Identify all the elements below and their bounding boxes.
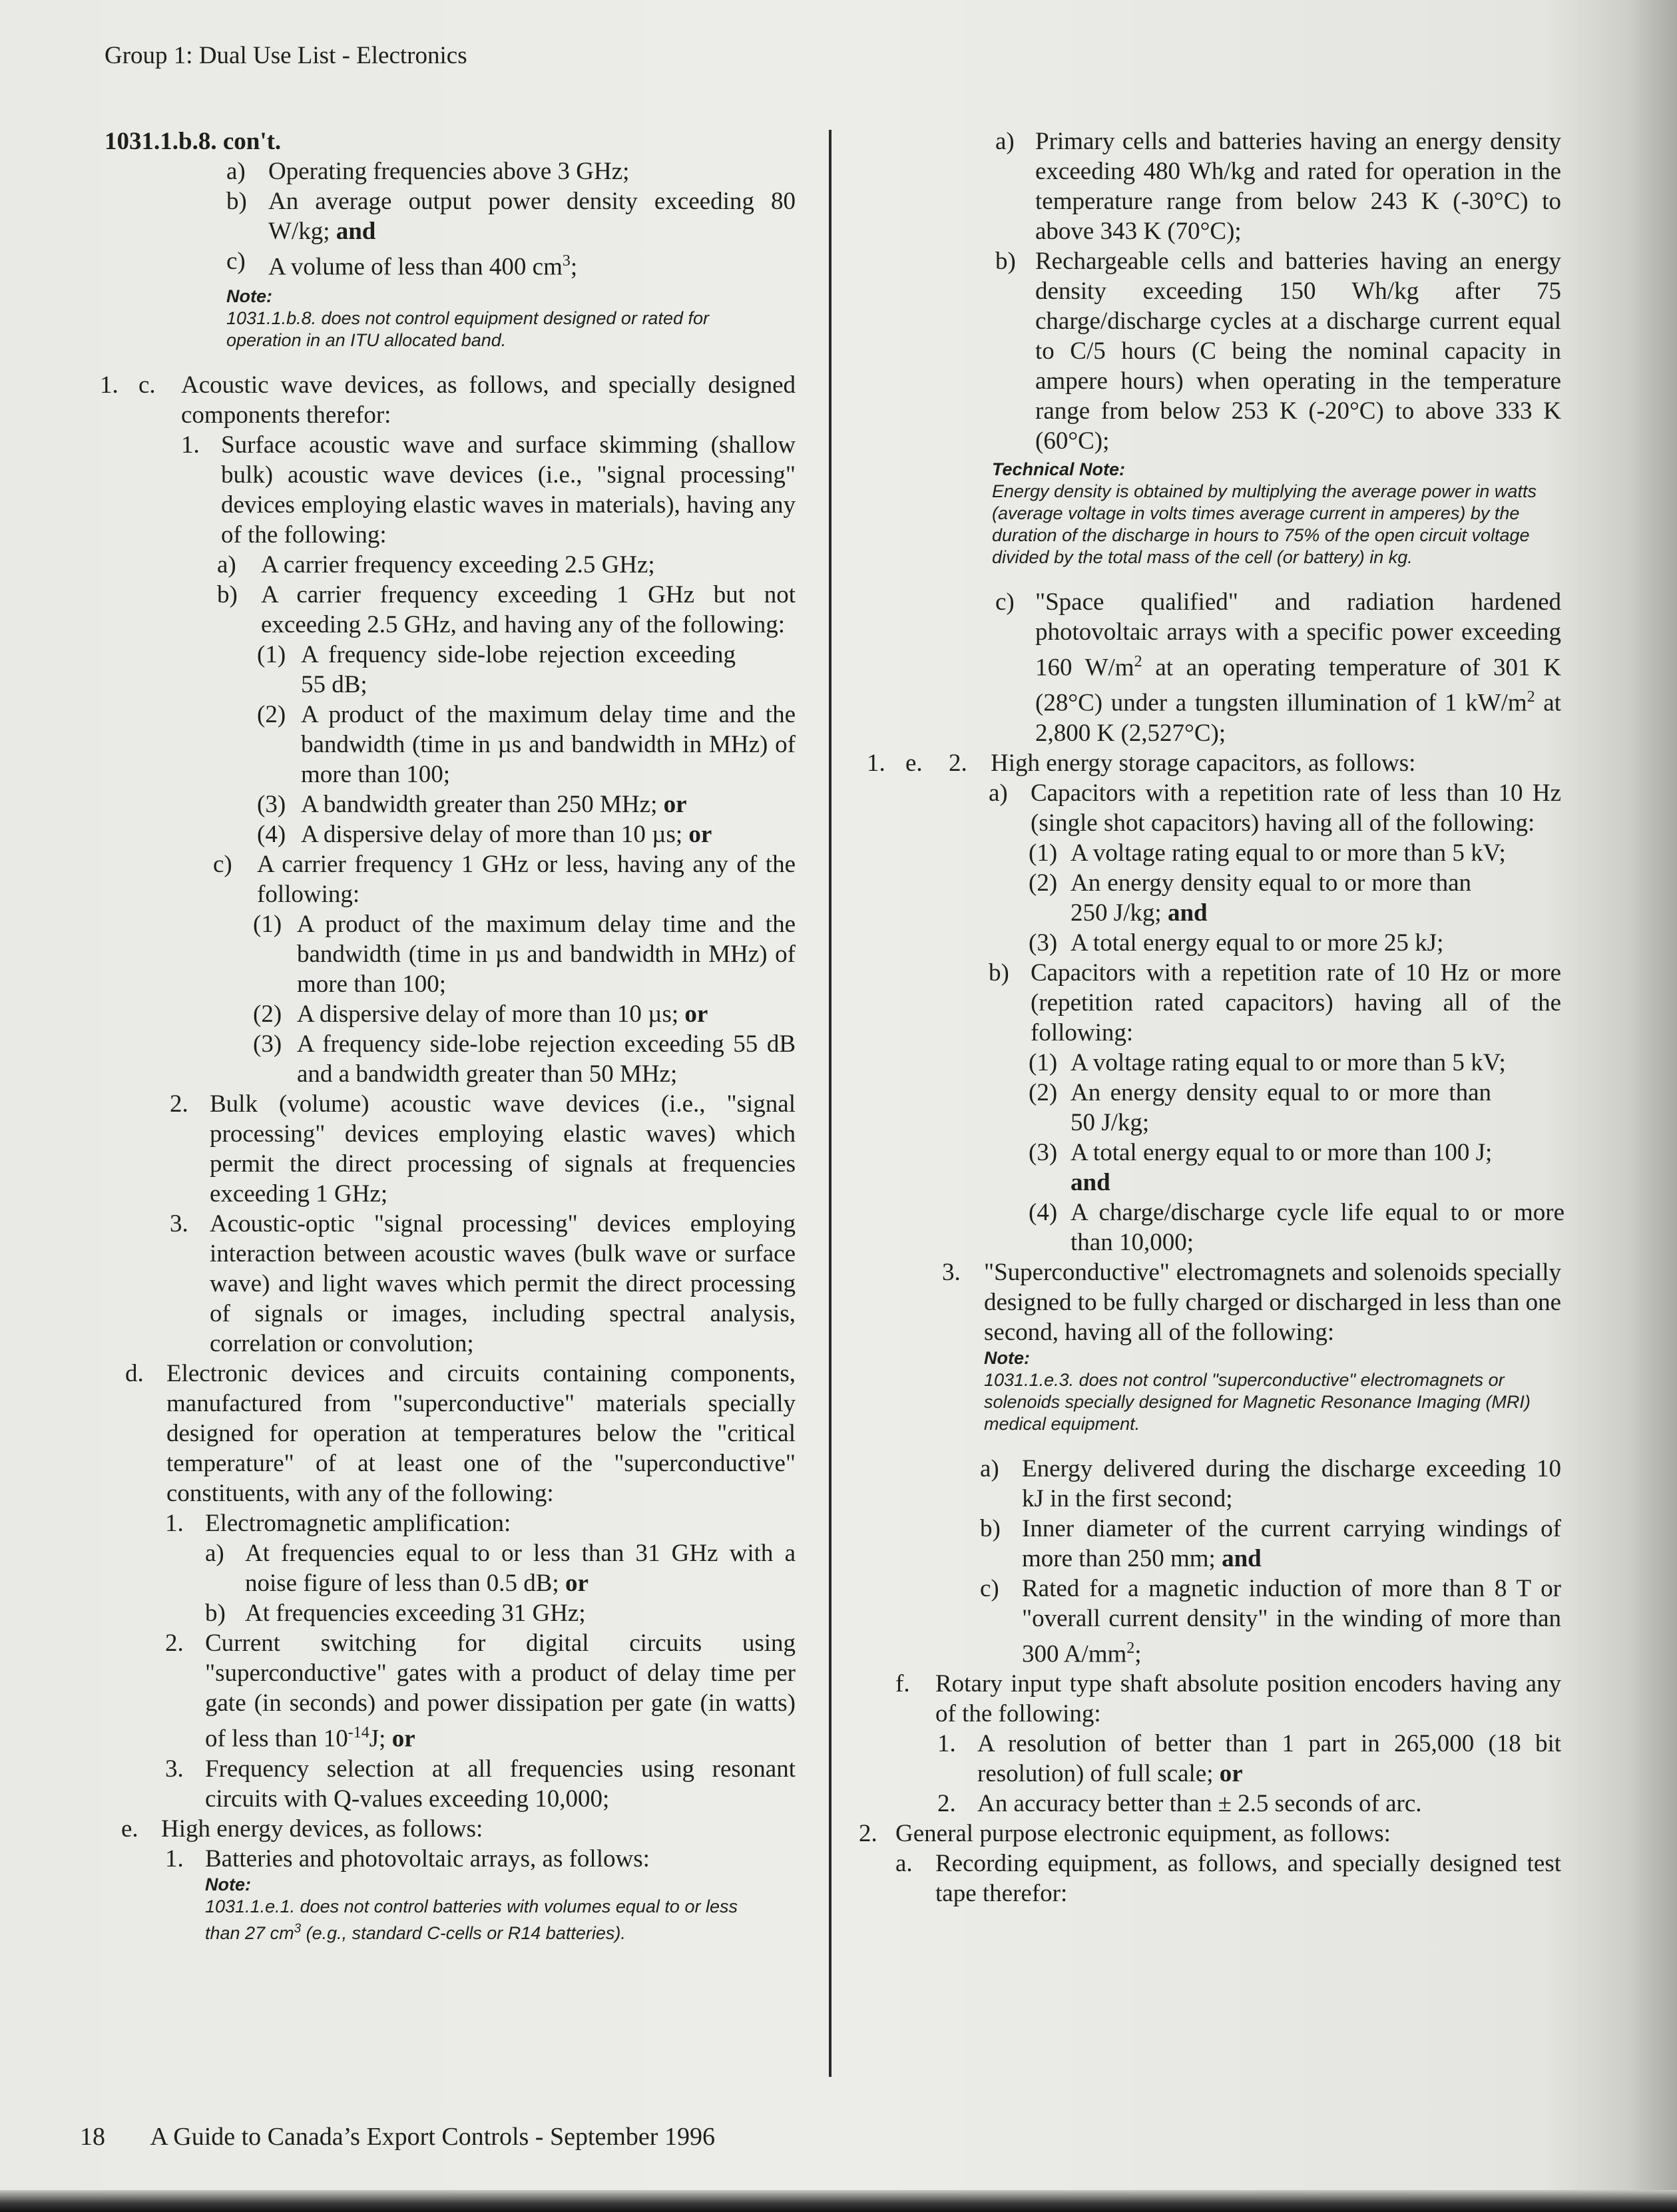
item-label: b): [989, 959, 1009, 987]
item-text: Electronic devices and circuits containing components, manufactured from "superconductive" materials specially designed for operation at temperatures below the "critical temperature" of at least one of the "superconductive" constituents, with any of the following:: [166, 1360, 796, 1508]
item-text: Capacitors with a repetition rate of 10 Hz or more (repetition rated capacitors) having all of the following:: [1031, 959, 1561, 1046]
item-1e1a: [859, 126, 1564, 246]
item-1e2a2: [859, 868, 1564, 928]
conjunction: or: [663, 791, 687, 819]
item-1c1c1: [100, 909, 796, 999]
item-1e2: [859, 748, 1564, 778]
item-label: (3): [257, 791, 286, 819]
item-label: (3): [1029, 1138, 1058, 1166]
item-text-cont: at 2,800 K (2,527°C);: [1035, 689, 1561, 747]
conjunction: or: [688, 821, 712, 849]
item-label: 3.: [942, 1258, 961, 1286]
item-label: 2.: [170, 1090, 188, 1118]
item-label: c): [980, 1574, 999, 1602]
page-header: Group 1: Dual Use List - Electronics: [105, 42, 467, 69]
item-1c1c3: [100, 1029, 796, 1089]
conjunction: or: [684, 1000, 708, 1028]
item-text: A total energy equal to or more than 100 J;: [1071, 1138, 1493, 1166]
item-1f1: [859, 1729, 1564, 1789]
item-text: A product of the maximum delay time and the bandwidth (time in µs and bandwidth in MHz) of more than 100;: [301, 701, 796, 789]
right-column: [859, 126, 1564, 1908]
item-1c1c2: [100, 999, 796, 1029]
item-text: Energy delivered during the discharge exceeding 10 kJ in the first second;: [1022, 1454, 1561, 1512]
item-text: A frequency side-lobe rejection exceeding 55 dB;: [301, 641, 736, 699]
item-1c3: [100, 1209, 796, 1359]
punct: J;: [369, 1725, 386, 1753]
superscript: -14: [348, 1724, 369, 1742]
item-1e: [100, 1814, 796, 1844]
item-1e1: [100, 1844, 796, 1874]
item-1e3a: [859, 1454, 1564, 1514]
item-1c1b3: [100, 789, 796, 819]
item-label: 2.: [859, 1819, 877, 1847]
item-label: 1.: [100, 371, 119, 399]
item-text: Current switching for digital circuits using "superconductive" gates with a product of delay time per gate (in seconds) and power dissipation per gate (in watts) of less than 10: [205, 1630, 796, 1753]
note-text: 1031.1.e.3. does not control "superconductive" electromagnets or solenoids specially designed for Magnetic Resonance Imaging (MRI) medical equipment.: [984, 1369, 1531, 1434]
item-label: (1): [253, 911, 282, 939]
item-label: 3.: [165, 1755, 184, 1783]
item-1c1b: [100, 580, 796, 640]
item-label: (4): [257, 821, 286, 849]
item-1d: [100, 1359, 796, 1508]
note-text: 1031.1.b.8. does not control equipment designed or rated for operation in an ITU allocated band.: [226, 308, 709, 351]
item-label: a.: [895, 1849, 913, 1877]
note-text-main: 1031.1.e.1. does not control batteries with volumes equal to or less than 27 cm: [205, 1896, 738, 1943]
item-1d1: [100, 1508, 796, 1538]
item-label: a): [217, 551, 236, 579]
item-text: Capacitors with a repetition rate of less than 10 Hz (single shot capacitors) having all of the following:: [1031, 779, 1561, 837]
item-1e2b3: [859, 1138, 1564, 1168]
item-text: Primary cells and batteries having an energy density exceeding 480 Wh/kg and rated for operation in the temperature range from below 243 K (-30°C) to above 343 K (70°C);: [1035, 128, 1561, 245]
item-label: 2.: [165, 1630, 184, 1658]
item-text: A voltage rating equal to or more than 5 kV;: [1071, 839, 1506, 867]
item-label: (1): [1029, 839, 1058, 867]
note-heading: Note:: [984, 1347, 1030, 1368]
item-label: 2.: [937, 1789, 956, 1817]
item-1e1c: [859, 587, 1564, 748]
item-text: High energy storage capacitors, as follows:: [991, 749, 1416, 777]
item-text: Rotary input type shaft absolute position encoders having any of the following:: [935, 1669, 1561, 1727]
item-1d3: [100, 1754, 796, 1814]
continuation-heading: 1031.1.b.8. con't.: [105, 128, 282, 155]
item-1f: [859, 1669, 1564, 1729]
item-text: Batteries and photovoltaic arrays, as follows:: [205, 1845, 650, 1873]
item-text: Electromagnetic amplification:: [205, 1510, 511, 1538]
item-text: Bulk (volume) acoustic wave devices (i.e., "signal processing" devices employing elastic waves) which permit the direct processing of signals at frequencies exceeding 1 GHz;: [210, 1090, 796, 1208]
item-label: 1.: [867, 749, 885, 777]
note-heading: Note:: [226, 286, 272, 307]
page-number: 18: [80, 2123, 105, 2151]
item-label: (2): [1029, 869, 1058, 897]
item-label: 3.: [170, 1210, 188, 1238]
superscript: 2: [1527, 688, 1535, 706]
item-1c2: [100, 1089, 796, 1209]
item-label: (2): [1029, 1078, 1058, 1106]
footer-title: A Guide to Canada’s Export Controls - September 1996: [150, 2123, 715, 2151]
item-text: An energy density equal to or more than 250 J/kg;: [1071, 869, 1471, 927]
conjunction: or: [565, 1570, 589, 1598]
technical-note: [859, 459, 1564, 568]
conjunction: and: [336, 218, 376, 245]
item-text: "Superconductive" electromagnets and solenoids specially designed to be fully charged or discharged in less than one second, having all of the following:: [984, 1258, 1561, 1346]
item-label: e.: [905, 749, 923, 777]
item-label: b): [205, 1600, 226, 1628]
item-text: A carrier frequency exceeding 2.5 GHz;: [261, 551, 655, 579]
item-text: Frequency selection at all frequencies using resonant circuits with Q-values exceeding 10,000;: [205, 1755, 796, 1813]
item-label: (1): [257, 641, 286, 669]
superscript: 3: [562, 252, 571, 270]
item-text: Acoustic-optic "signal processing" devices employing interaction between acoustic waves (bulk wave or surface wave) and light waves which permit the direct processing of signals or images, including spectral analysis, correlation or convolution;: [210, 1210, 796, 1358]
column-divider: [829, 130, 832, 2077]
note-e3: [859, 1347, 1564, 1435]
item-text: A product of the maximum delay time and the bandwidth (time in µs and bandwidth in MHz) of more than 100;: [297, 911, 796, 998]
item-label: (4): [1029, 1198, 1058, 1226]
note-text: [205, 1896, 758, 1944]
item-b8a: [100, 156, 796, 186]
conjunction: and: [1167, 899, 1208, 927]
item-label: a): [980, 1454, 999, 1482]
item-1c1b4: [100, 819, 796, 849]
item-text: An average output power density exceeding 80 W/kg;: [268, 188, 796, 245]
item-1c1: [100, 430, 796, 550]
item-label: a): [989, 779, 1008, 807]
item-1e2b4: [859, 1198, 1564, 1257]
item-label: 1.: [937, 1729, 956, 1757]
item-label: (2): [253, 1000, 282, 1028]
note-heading: Technical Note:: [992, 459, 1126, 479]
item-text: An accuracy better than ± 2.5 seconds of arc.: [977, 1789, 1422, 1817]
item-text: High energy devices, as follows:: [161, 1815, 483, 1843]
superscript: 2: [1126, 1639, 1135, 1657]
item-label: 1.: [165, 1845, 184, 1873]
item-text-cont: at an operating temperature of 301 K (28°C) under a tungsten illumination of 1 kW/m: [1035, 654, 1561, 717]
item-text: "Space qualified" and radiation hardened photovoltaic arrays with a specific power exceeding 160 W/m: [1035, 588, 1561, 682]
item-text: Acoustic wave devices, as follows, and specially designed components therefor:: [181, 371, 796, 429]
item-1e2b: [859, 958, 1564, 1048]
item-b8b: [100, 186, 796, 246]
item-1e3c: [859, 1574, 1564, 1669]
item-label: b): [226, 188, 247, 215]
item-text: A voltage rating equal to or more than 5 kV;: [1071, 1048, 1506, 1076]
punct: ;: [1134, 1640, 1142, 1667]
item-1e2b2: [859, 1078, 1564, 1138]
conjunction: or: [1219, 1759, 1243, 1787]
item-label: e.: [121, 1815, 138, 1843]
conjunction: and: [1222, 1544, 1262, 1572]
item-text: General purpose electronic equipment, as follows:: [895, 1819, 1391, 1847]
note-b8: [100, 286, 796, 351]
item-label: c.: [138, 371, 156, 399]
item-2a: [859, 1849, 1564, 1908]
item-text: An energy density equal to or more than 50 J/kg;: [1071, 1078, 1491, 1136]
superscript: 3: [294, 1921, 302, 1936]
item-label: (2): [257, 701, 286, 729]
item-text: Inner diameter of the current carrying windings of more than 250 mm;: [1022, 1514, 1561, 1572]
item-1e2a3: [859, 928, 1564, 958]
item-1e2a1: [859, 838, 1564, 868]
item-1c: [100, 370, 796, 430]
item-1f2: [859, 1789, 1564, 1819]
item-text: A dispersive delay of more than 10 µs;: [301, 821, 683, 849]
item-text: A carrier frequency 1 GHz or less, having any of the following:: [257, 851, 796, 909]
item-label: 1.: [181, 431, 200, 459]
item-2: [859, 1819, 1564, 1849]
item-text: Surface acoustic wave and surface skimming (shallow bulk) acoustic wave devices (i.e., "signal processing" devices employing elastic waves in materials), having any of the following:: [221, 431, 796, 549]
item-label: (1): [1029, 1048, 1058, 1076]
item-text: At frequencies exceeding 31 GHz;: [245, 1600, 586, 1628]
note-text: Energy density is obtained by multiplying the average power in watts (average voltage in volts times average current in amperes) by the duration of the discharge in hours to 75% of the open circuit voltage divided by the total mass of the cell (or battery) in kg.: [992, 481, 1537, 567]
punct: ;: [570, 253, 578, 281]
note-text-tail: (e.g., standard C-cells or R14 batteries).: [301, 1922, 626, 1943]
conjunction-and: and: [1071, 1168, 1110, 1196]
note-e1: [100, 1874, 796, 1944]
item-1e3b: [859, 1514, 1564, 1574]
page-footer: [80, 2122, 715, 2151]
scan-edge-shadow: [0, 2190, 1677, 2212]
item-text: Recording equipment, as follows, and specially designed test tape therefor:: [935, 1849, 1561, 1907]
item-text: Operating frequencies above 3 GHz;: [268, 158, 630, 185]
item-b8c: [100, 246, 796, 282]
item-text: Rated for a magnetic induction of more than 8 T or "overall current density" in the winding of more than 300 A/mm: [1022, 1574, 1561, 1667]
item-label: 1.: [165, 1510, 184, 1538]
item-label: (3): [1029, 929, 1058, 957]
item-text: A charge/discharge cycle life equal to or more than 10,000;: [1071, 1198, 1564, 1256]
item-label: b): [980, 1514, 1001, 1542]
item-text: A total energy equal to or more 25 kJ;: [1071, 929, 1444, 957]
item-label: 2.: [949, 749, 967, 777]
item-1d1a: [100, 1538, 796, 1598]
item-label: (3): [253, 1030, 282, 1058]
item-1e1b: [859, 246, 1564, 456]
left-column: [100, 126, 796, 1944]
item-label: a): [205, 1540, 224, 1568]
item-1e2a: [859, 778, 1564, 838]
superscript: 2: [1134, 653, 1142, 670]
item-1c1b1: [100, 640, 796, 700]
item-text: At frequencies equal to or less than 31 GHz with a noise figure of less than 0.5 dB;: [245, 1540, 796, 1598]
item-1c1b2: [100, 700, 796, 789]
item-label: a): [226, 158, 246, 185]
item-text: A carrier frequency exceeding 1 GHz but not exceeding 2.5 GHz, and having any of the following:: [261, 581, 796, 639]
item-1d1b: [100, 1598, 796, 1628]
item-label: b): [995, 248, 1016, 275]
item-label: c): [226, 248, 246, 275]
item-1e3: [859, 1257, 1564, 1347]
note-heading: Note:: [205, 1874, 251, 1894]
item-text: A resolution of better than 1 part in 265,000 (18 bit resolution) of full scale;: [977, 1729, 1561, 1787]
item-1d2: [100, 1628, 796, 1753]
item-text: A dispersive delay of more than 10 µs;: [297, 1000, 679, 1028]
item-1c1c: [100, 849, 796, 909]
item-label: d.: [125, 1360, 144, 1388]
item-text: A bandwidth greater than 250 MHz;: [301, 791, 658, 819]
item-text: Rechargeable cells and batteries having an energy density exceeding 150 Wh/kg after 75 charge/discharge cycles at a discharge current equal to C/5 hours (C being the nominal capacity in ampere hours) when operating in the temperature range from below 253 K (-20°C) to above 333 K (60°C);: [1035, 248, 1561, 455]
item-label: f.: [895, 1669, 910, 1697]
item-1c1a: [100, 550, 796, 580]
item-label: a): [995, 128, 1015, 155]
item-label: b): [217, 581, 238, 609]
item-label: c): [213, 851, 232, 879]
item-text: A volume of less than 400 cm: [268, 253, 563, 281]
item-text: A frequency side-lobe rejection exceeding 55 dB and a bandwidth greater than 50 MHz;: [297, 1030, 796, 1088]
item-label: c): [995, 588, 1015, 616]
conjunction: or: [391, 1725, 415, 1753]
item-1e2b1: [859, 1048, 1564, 1078]
